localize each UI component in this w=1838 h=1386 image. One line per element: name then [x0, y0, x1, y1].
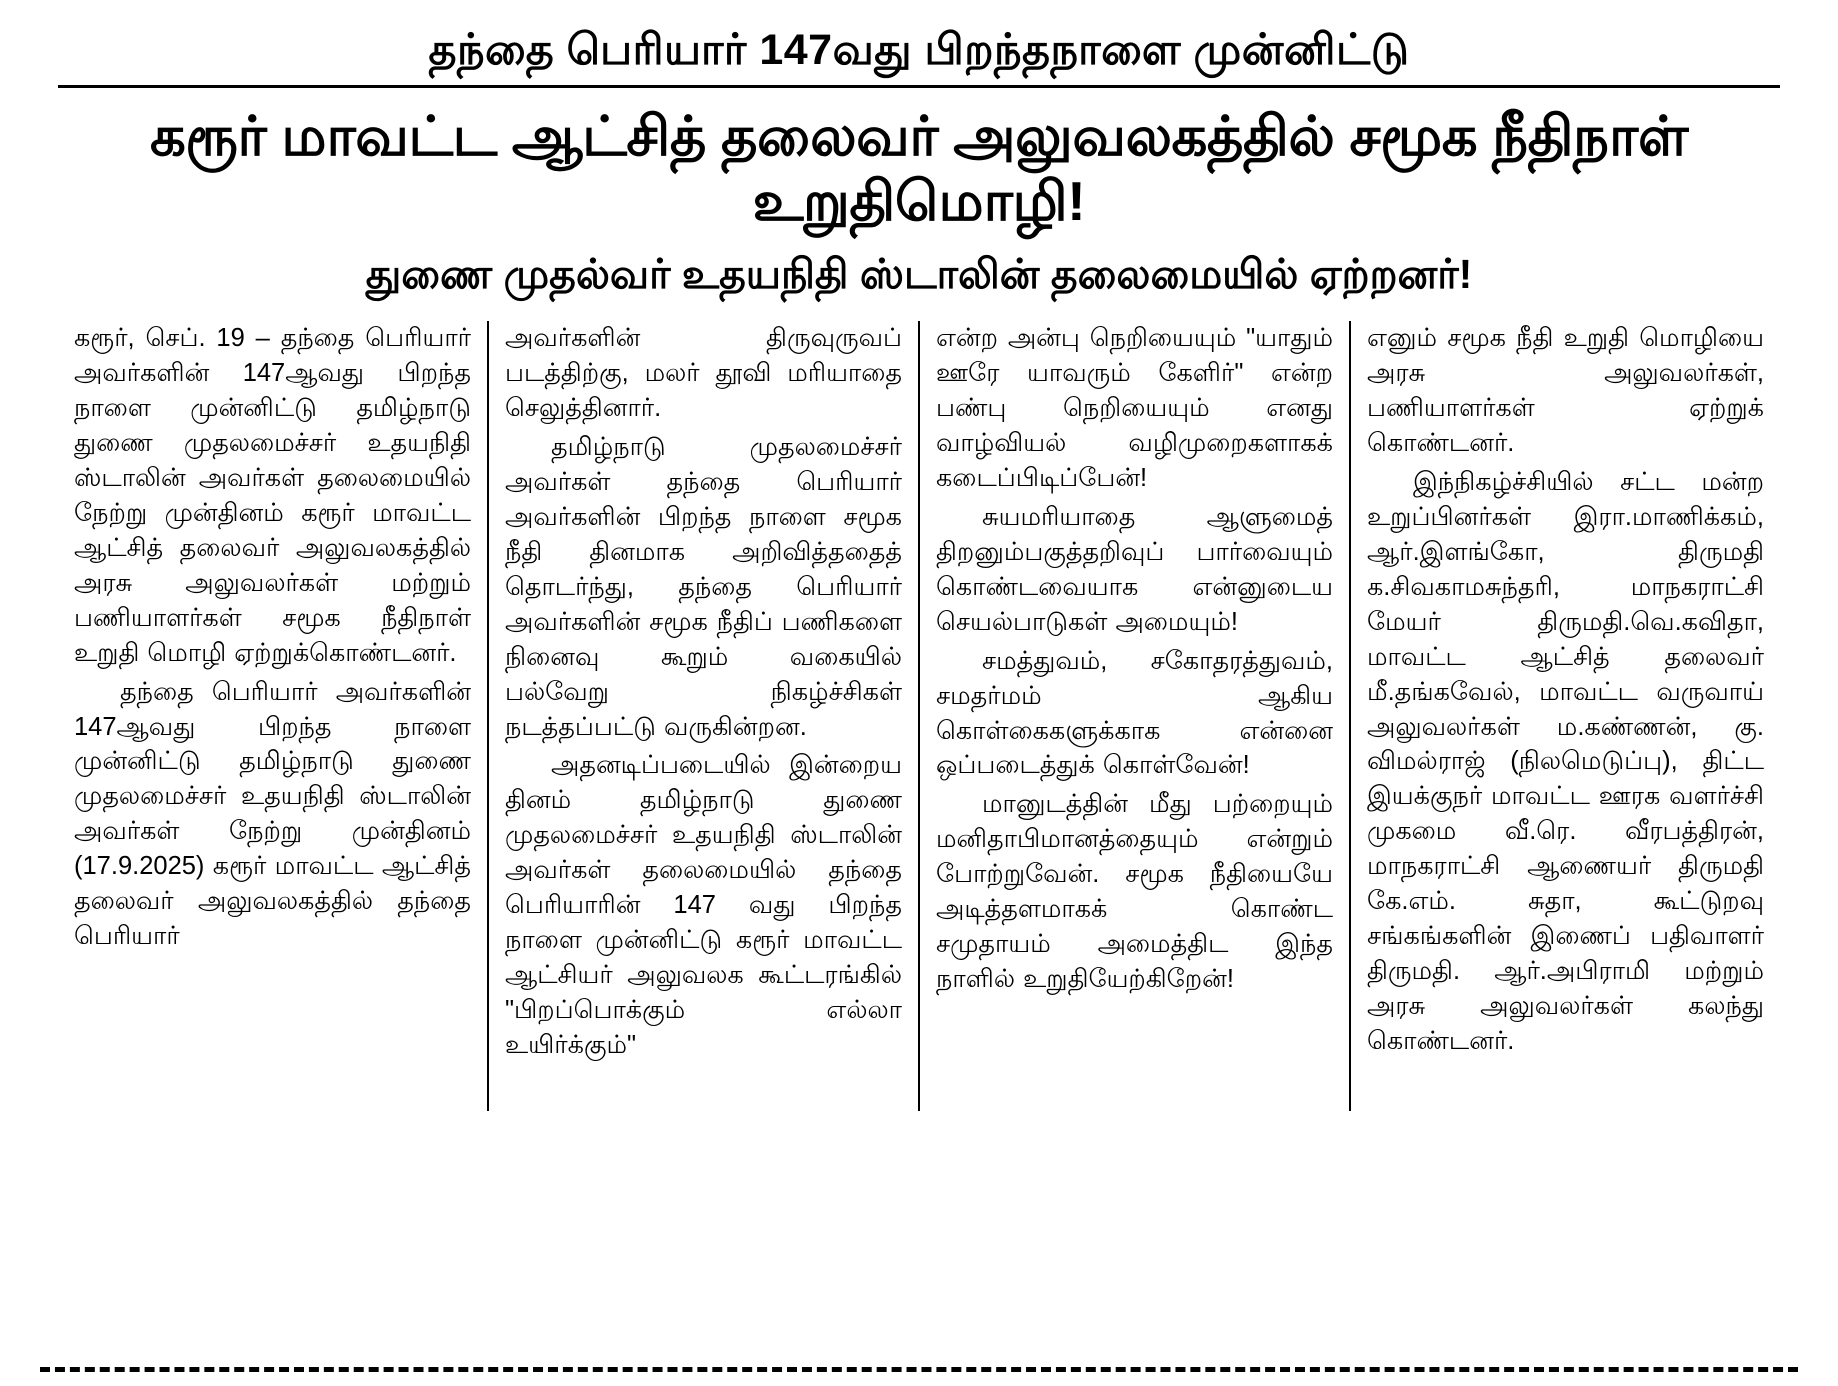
paragraph: மானுடத்தின் மீது பற்றையும் மனிதாபிமானத்தையும் என்றும் போற்றுவேன். சமூக நீதியையே அடித்தளமாகக் கொண்ட சமுதாயம் அமைத்திட இந்த நாளில் உறுதியேற்கிறேன்!: [936, 790, 1333, 993]
article-column-3: [918, 321, 1349, 1111]
paragraph: கரூர், செப். 19 – தந்தை பெரியார் அவர்களின் 147ஆவது பிறந்த நாளை முன்னிட்டு தமிழ்நாடு துணை முதலமைச்சர் உதயநிதி ஸ்டாலின் அவர்கள் தலைமையில் நேற்று முன்தினம் கரூர் மாவட்ட ஆட்சித் தலைவர் அலுவலகத்தில் அரசு அலுவலர்கள் மற்றும் பணியாளர்கள் சமூக நீதிநாள் உறுதி மொழி ஏற்றுக்கொண்டனர்.: [74, 324, 471, 667]
article-column-1: [58, 321, 487, 1111]
paragraph: இந்நிகழ்ச்சியில் சட்ட மன்ற உறுப்பினர்கள் இரா.மாணிக்கம், ஆர்.இளங்கோ, திருமதி க.சிவகாமசுந்தரி, மாநகராட்சி மேயர் திருமதி.வெ.கவிதா, மாவட்ட ஆட்சித் தலைவர் மீ.தங்கவேல், மாவட்ட வருவாய் அலுவலர்கள் ம.கண்ணன், கு. விமல்ராஜ் (நிலமெடுப்பு), திட்ட இயக்குநர் மாவட்ட ஊரக வளர்ச்சி முகமை வீ.ரெ. வீரபத்திரன், மாநகராட்சி ஆணையர் திருமதி கே.எம். சுதா, கூட்டுறவு சங்கங்களின் இணைப் பதிவாளர் திருமதி. ஆர்.அபிராமி மற்றும் அரசு அலுவலர்கள் கலந்து கொண்டனர்.: [1367, 468, 1764, 1055]
paragraph: என்ற அன்பு நெறியையும் "யாதும் ஊரே யாவரும் கேளிர்" என்ற பண்பு நெறியையும் எனது வாழ்வியல் வழிமுறைகளாகக் கடைப்பிடிப்பேன்!: [936, 324, 1333, 493]
headline-divider: [58, 85, 1780, 88]
article-column-2: [487, 321, 918, 1111]
paragraph: அவர்களின் திருவுருவப் படத்திற்கு, மலர் தூவி மரியாதை செலுத்தினார்.: [505, 324, 902, 423]
headline-kicker: தந்தை பெரியார் 147வது பிறந்தநாளை முன்னிட்டு: [428, 26, 1410, 74]
paragraph: அதனடிப்படையில் இன்றைய தினம் தமிழ்நாடு துணை முதலமைச்சர் உதயநிதி ஸ்டாலின் அவர்கள் தலைமையில் தந்தை பெரியாரின் 147 வது பிறந்த நாளை முன்னிட்டு கரூர் மாவட்ட ஆட்சியர் அலுவலக கூட்டரங்கில் "பிறப்பொக்கும் எல்லா உயிர்க்கும்": [505, 751, 902, 1059]
headline-sub: துணை முதல்வர் உதயநிதி ஸ்டாலின் தலைமையில் ஏற்றனர்!: [365, 251, 1473, 298]
paragraph: சுயமரியாதை ஆளுமைத் திறனும்பகுத்தறிவுப் பார்வையும் கொண்டவையாக என்னுடைய செயல்பாடுகள் அமையும்!: [936, 503, 1333, 636]
article-column-4: [1349, 321, 1780, 1111]
article-columns: [58, 321, 1780, 1111]
bottom-dashed-divider: [40, 1367, 1798, 1372]
paragraph: தந்தை பெரியார் அவர்களின் 147ஆவது பிறந்த நாளை முன்னிட்டு தமிழ்நாடு துணை முதலமைச்சர் உதயநிதி ஸ்டாலின் அவர்கள் நேற்று முன்தினம் (17.9.2025) கரூர் மாவட்ட ஆட்சித் தலைவர் அலுவலகத்தில் தந்தை பெரியார்: [74, 677, 471, 951]
paragraph: எனும் சமூக நீதி உறுதி மொழியை அரசு அலுவலர்கள், பணியாளர்கள் ஏற்றுக் கொண்டனர்.: [1367, 324, 1764, 458]
headline-main: கரூர் மாவட்ட ஆட்சித் தலைவர் அலுவலகத்தில் சமூக நீதிநாள் உறுதிமொழி!: [150, 105, 1688, 233]
paragraph: சமத்துவம், சகோதரத்துவம், சமதர்மம் ஆகிய கொள்கைகளுக்காக என்னை ஒப்படைத்துக் கொள்வேன்!: [936, 646, 1333, 780]
paragraph: தமிழ்நாடு முதலமைச்சர் அவர்கள் தந்தை பெரியார் அவர்களின் பிறந்த நாளை சமூக நீதி தினமாக அறிவித்ததைத் தொடர்ந்து, தந்தை பெரியார் அவர்களின் சமூக நீதிப் பணிகளை நினைவு கூறும் வகையில் பல்வேறு நிகழ்ச்சிகள் நடத்தப்பட்டு வருகின்றன.: [505, 433, 902, 741]
